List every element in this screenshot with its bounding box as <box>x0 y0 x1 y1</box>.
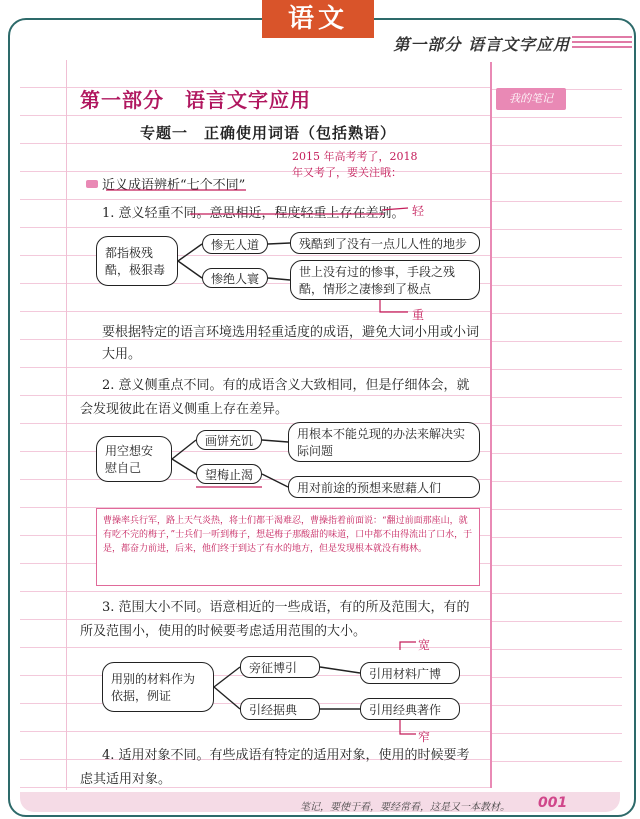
item2-heading-text: 2. 意义侧重点不同。有的成语含义大致相同，但是仔细体会，就会发现彼此在语义侧重上存在差异。 <box>80 378 470 417</box>
part-title: 第一部分 语言文字应用 <box>80 88 311 112</box>
page-number: 001 <box>538 795 568 811</box>
mark-light: 轻 <box>412 204 425 218</box>
item3-root-text: 用别的材料作为依据，例证 <box>111 672 196 703</box>
item3-link-a-desc <box>320 667 360 673</box>
item1-link-a <box>178 244 202 261</box>
header-title: 第一部分 语言文字应用 <box>393 35 570 54</box>
item2-link-a-desc <box>262 440 288 442</box>
mark-wide-arrow <box>400 642 416 650</box>
item1-summary-text: 要根据特定的语言环境选用轻重适度的成语，避免大词小用或小词大用。 <box>102 325 480 362</box>
item3-idiom-b-text: 引经据典 <box>249 702 298 717</box>
item3-desc-b-text: 引用经典著作 <box>369 702 442 717</box>
item1-link-a-desc <box>268 243 290 244</box>
item1-link-b <box>178 261 202 278</box>
item3-desc-a-text: 引用材料广博 <box>369 666 442 681</box>
item4-heading-text: 4. 适用对象不同。有些成语有特定的适用对象，使用的时候要考虑其适用对象。 <box>80 748 470 787</box>
footer-note: 笔记，要使于看，要经常看，这是又一本教材。 <box>300 802 510 813</box>
item1-desc-b-text: 世上没有过的惨事，手段之残酷，情形之凄惨到了极点 <box>299 265 456 296</box>
item2-link-b <box>172 459 196 474</box>
mark-narrow-arrow <box>400 720 416 734</box>
section-heading: 近义成语辨析“七个不同” <box>102 178 246 193</box>
item1-idiom-a-text: 惨无人道 <box>211 237 260 252</box>
subject-tab: 语文 <box>262 0 374 38</box>
mark-light-arrow <box>382 208 408 210</box>
item2-idiom-b-text: 望梅止渴 <box>205 467 254 482</box>
item2-idiom-a-text: 画饼充饥 <box>205 433 254 448</box>
item1-heading: 1. 意义轻重不同。意思相近，程度轻重上存在差别。 <box>102 206 405 221</box>
item2-link-b-desc <box>262 474 288 487</box>
item2-link-a <box>172 440 196 459</box>
mark-narrow: 窄 <box>418 730 431 744</box>
mark-wide: 宽 <box>418 638 431 652</box>
topic-title: 专题一 正确使用词语（包括熟语） <box>140 124 397 142</box>
item3-link-b <box>214 687 240 709</box>
item1-idiom-b-text: 惨绝人寰 <box>211 271 260 286</box>
item3-heading-text: 3. 范围大小不同。语意相近的一些成语，有的所及范围大，有的所及范围小，使用的时候要考虑适用范围的大小。 <box>80 600 470 639</box>
mark-heavy: 重 <box>412 308 425 322</box>
my-notes-label: 我的笔记 <box>496 88 566 110</box>
item3-idiom-a-text: 旁征博引 <box>249 660 298 675</box>
item2-root-text: 用空想安慰自己 <box>105 444 154 475</box>
story-note-text: 曹操率兵行军，路上天气炎热，将士们都干渴难忍，曹操指着前面说：“翻过前面那座山，就有吃不完的梅子，”士兵们一听到梅子，想起梅子那酸甜的味道，口中都不由得流出了口水，于是，都奋力前进，后来，他们终于到达了有水的地方，但是发现根本就没有梅林。 <box>103 516 473 554</box>
item1-root-text: 都指极残酷，极狠毒 <box>105 246 166 277</box>
item1-link-b-desc <box>268 278 290 280</box>
item3-link-a <box>214 667 240 687</box>
item1-desc-a-text: 残酷到了没有一点儿人性的地步 <box>299 236 468 251</box>
mark-heavy-arrow <box>380 300 408 312</box>
item2-desc-a-text: 用根本不能兑现的办法来解决实际问题 <box>297 427 466 458</box>
item2-desc-b-text: 用对前途的预想来慰藉人们 <box>297 480 442 495</box>
annotation-line2: 年又考了，要关注哦： <box>292 166 402 179</box>
annotation-line1: 2015 年高考考了，2018 <box>292 150 418 163</box>
